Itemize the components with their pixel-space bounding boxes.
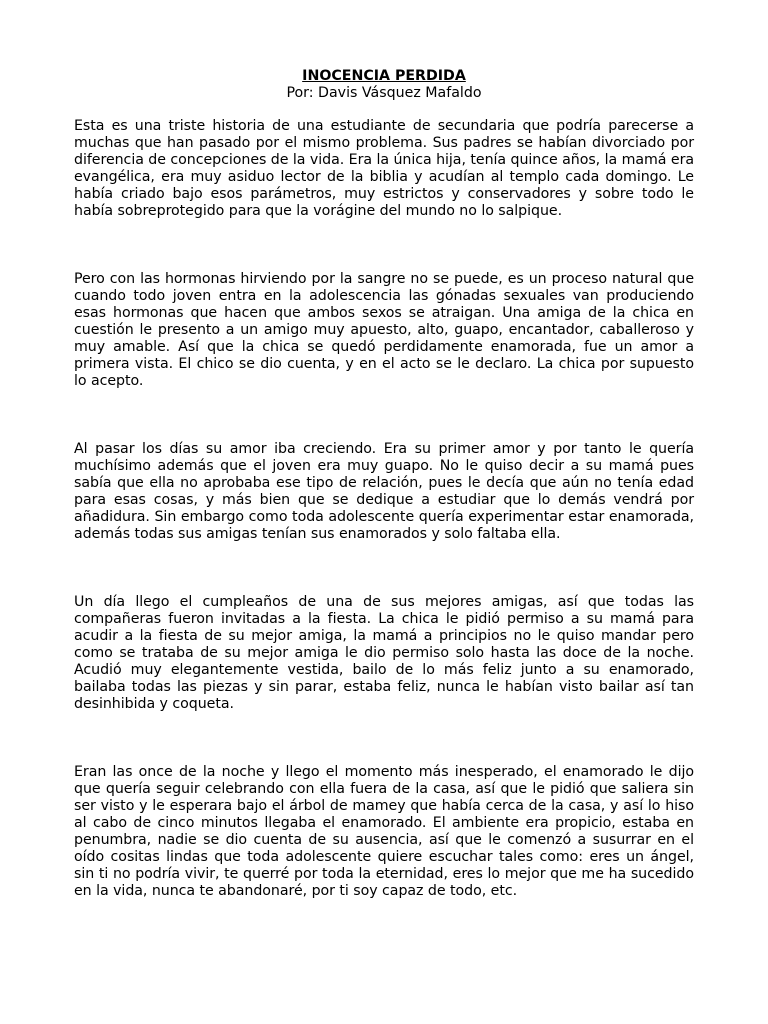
paragraph-2: Pero con las hormonas hirviendo por la sangre no se puede, es un proceso natural que cuando todo joven entra en la adolescencia las gónadas sexuales van produciendo esas hormonas que hacen que ambos sexos se atraigan. Una amiga de la chica en cuestión le presento a un amigo muy apuesto, alto, guapo, encantador, caballeroso y muy amable. Así que la chica se quedó perdidamente enamorada, fue un amor a primera vista. El chico se dio cuenta, y en el acto se le declaro. La chica por supuesto lo acepto. [74, 271, 694, 389]
paragraph-4: Un día llego el cumpleaños de una de sus mejores amigas, así que todas las compañeras fueron invitadas a la fiesta. La chica le pidió permiso a su mamá para acudir a la fiesta de su mejor amiga, la mamá a principios no le quiso mandar pero como se trataba de su mejor amiga le dio permiso solo hasta las doce de la noche. Acudió muy elegantemente vestida, bailo de lo más feliz junto a su enamorado, bailaba todas las piezas y sin parar, estaba feliz, nunca le habían visto bailar así tan desinhibida y coqueta. [74, 594, 694, 712]
paragraph-5: Eran las once de la noche y llego el momento más inesperado, el enamorado le dijo que quería seguir celebrando con ella fuera de la casa, así que le pidió que saliera sin ser visto y le esperara bajo el árbol de mamey que había cerca de la casa, y así lo hiso al cabo de cinco minutos llegaba el enamorado. El ambiente era propicio, estaba en penumbra, nadie se dio cuenta de su ausencia, así que le comenzó a susurrar en el oído cositas lindas que toda adolescente quiere escuchar tales como: eres un ángel, sin ti no podría vivir, te querré por toda la eternidad, eres lo mejor que me ha sucedido en la vida, nunca te abandonaré, por ti soy capaz de todo, etc. [74, 764, 694, 899]
document-page [74, 68, 694, 900]
paragraph-3: Al pasar los días su amor iba creciendo. Era su primer amor y por tanto le quería muchísimo además que el joven era muy guapo. No le quiso decir a su mamá pues sabía que ella no aprobaba ese tipo de relación, pues le decía que aún no tenía edad para esas cosas, y más bien que se dedique a estudiar que lo demás vendrá por añadidura. Sin embargo como toda adolescente quería experimentar estar enamorada, además todas sus amigas tenían sus enamorados y solo faltaba ella. [74, 441, 694, 542]
document-title: INOCENCIA PERDIDA [302, 68, 466, 84]
document-author: Por: Davis Vásquez Mafaldo [286, 85, 482, 101]
paragraph-1: Esta es una triste historia de una estudiante de secundaria que podría parecerse a muchas que han pasado por el mismo problema. Sus padres se habían divorciado por diferencia de concepciones de la vida. Era la única hija, tenía quince años, la mamá era evangélica, era muy asiduo lector de la biblia y acudían al templo cada domingo. Le había criado bajo esos parámetros, muy estrictos y conservadores y sobre todo le había sobreprotegido para que la vorágine del mundo no lo salpique. [74, 118, 694, 219]
